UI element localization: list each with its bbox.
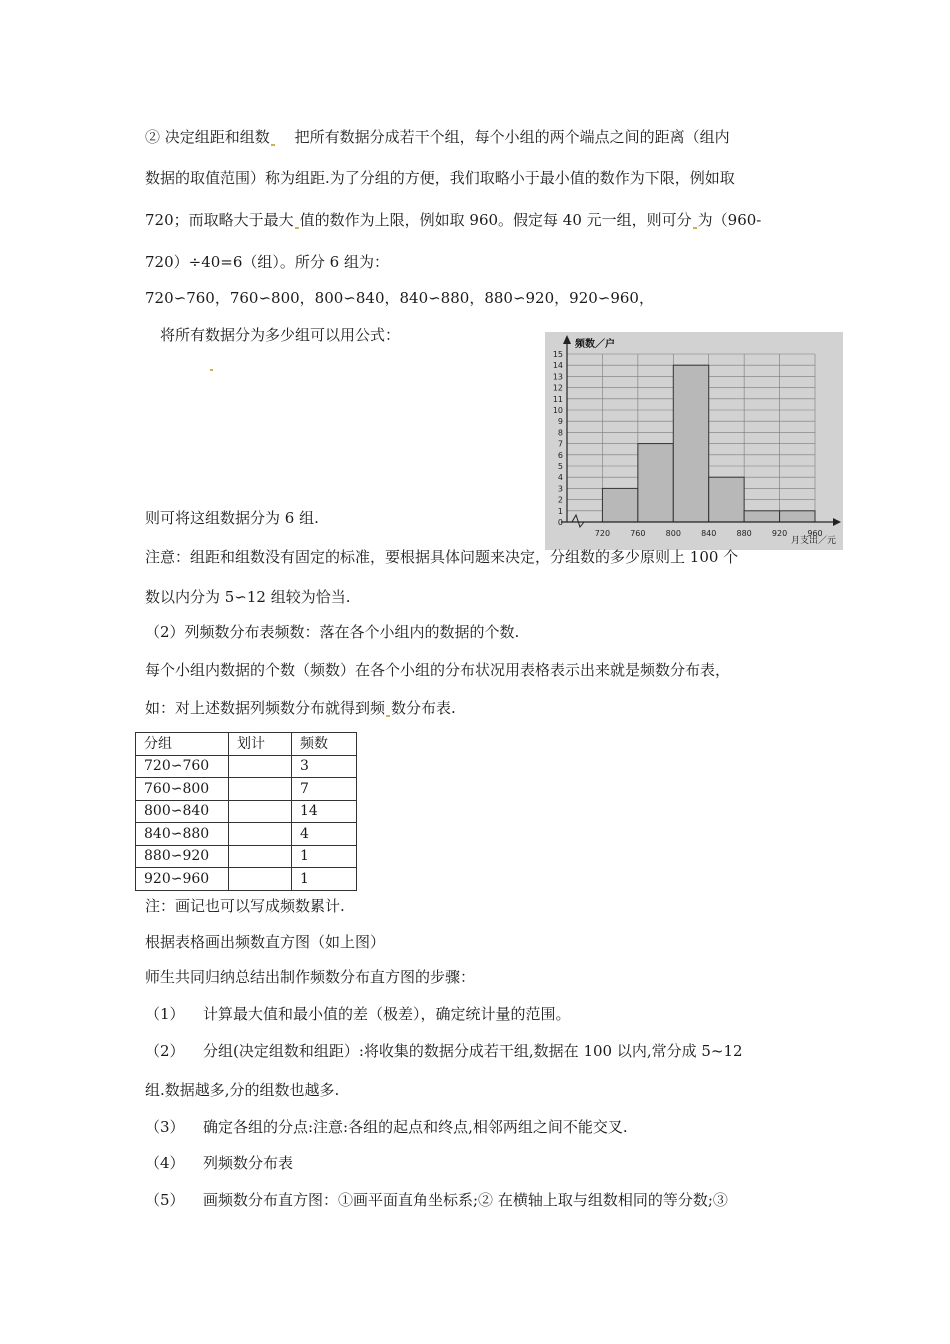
table-cell — [229, 778, 292, 801]
table-cell — [229, 823, 292, 846]
y-tick-label: 10 — [552, 406, 563, 415]
histogram-bar — [744, 511, 779, 522]
table-row — [136, 868, 357, 891]
table-cell — [229, 800, 292, 823]
para-line: 数以内分为 5∽12 组较为恰当. — [145, 588, 351, 606]
histogram-chart — [545, 332, 843, 550]
step-number: （3） — [145, 1118, 185, 1136]
para-line: 根据表格画出频数直方图（如上图） — [145, 933, 386, 951]
step-number: （1） — [145, 1005, 185, 1023]
table-cell: 1 — [292, 845, 357, 868]
step-text: 分组(决定组数和组距）:将收集的数据分成若干组,数据在 100 以内,常分成 5~12 — [203, 1042, 743, 1060]
table-cell: 14 — [292, 800, 357, 823]
y-tick-label: 12 — [552, 383, 563, 393]
table-cell — [229, 755, 292, 778]
x-axis-arrow-icon — [833, 518, 841, 526]
table-cell: 频数 — [292, 733, 357, 756]
table-header-row — [136, 733, 357, 756]
y-tick-label: 14 — [552, 361, 563, 371]
table-cell — [229, 868, 292, 891]
table-row — [136, 778, 357, 801]
step-item — [145, 1117, 628, 1137]
x-tick-label: 920 — [771, 529, 788, 538]
step-continuation: 组.数据越多,分的组数也越多. — [145, 1081, 340, 1099]
y-tick-label: 7 — [557, 439, 563, 449]
highlight-mark — [271, 144, 275, 146]
table-cell: 840∽880 — [136, 823, 229, 846]
para-heading-text: 决定组距和组数 — [164, 128, 270, 146]
y-tick-label: 11 — [552, 394, 563, 404]
table-row — [136, 845, 357, 868]
y-tick-label: 5 — [557, 462, 563, 471]
histogram-figure — [545, 332, 843, 550]
para-line: 每个小组内数据的个数（频数）在各个小组的分布状况用表格表示出来就是频数分布表， — [145, 661, 731, 679]
para-text: 720；而取略大于最大 — [145, 211, 294, 229]
table-cell: 7 — [292, 778, 357, 801]
para-line: 师生共同归纳总结出制作频数分布直方图的步骤： — [145, 968, 476, 986]
y-tick-label: 4 — [557, 473, 563, 483]
axis-break-icon — [572, 515, 584, 527]
table-cell: 分组 — [136, 733, 229, 756]
y-tick-label: 9 — [557, 417, 563, 427]
y-axis-arrow-icon — [563, 335, 571, 344]
table-cell: 4 — [292, 823, 357, 846]
step-text: 列频数分布表 — [203, 1154, 294, 1172]
step-item — [145, 1153, 293, 1173]
para-text: 数分布表. — [391, 699, 456, 717]
para-text: 把所有数据分成若干个组，每个小组的两个端点之间的距离（组内 — [294, 128, 730, 146]
step-text: 画频数分布直方图：①画平面直角坐标系;② 在横轴上取与组数相同的等分数;③ — [203, 1191, 728, 1209]
highlight-mark — [210, 369, 213, 371]
para-decide-interval — [145, 127, 730, 147]
para-line — [145, 698, 456, 718]
para-text: 为（960- — [697, 211, 762, 229]
table-row — [136, 823, 357, 846]
x-tick-label: 960 — [807, 529, 823, 538]
x-tick-label: 880 — [736, 529, 752, 538]
table-row — [136, 755, 357, 778]
x-tick-label: 840 — [701, 529, 717, 538]
step-number: （5） — [145, 1191, 185, 1209]
highlight-mark — [386, 715, 390, 717]
frequency-table — [135, 732, 357, 891]
histogram-bar — [638, 444, 673, 522]
y-tick-label: 8 — [557, 428, 563, 438]
y-axis-label: 频数／户 — [575, 339, 615, 350]
note-line: 注：画记也可以写成频数累计. — [145, 897, 345, 915]
group-list: 720∽760，760∽800，800∽840，840∽880，880∽920，920∽960， — [145, 289, 654, 307]
table-cell: 760∽800 — [136, 778, 229, 801]
highlight-mark — [693, 227, 697, 229]
para-line: 则可将这组数据分为 6 组. — [145, 509, 319, 527]
formula-intro: 将所有数据分为多少组可以用公式： — [160, 326, 401, 344]
step-item — [145, 1041, 743, 1061]
table-cell: 1 — [292, 868, 357, 891]
y-tick-label: 3 — [557, 484, 563, 494]
histogram-bar — [673, 365, 708, 522]
para-line: 数据的取值范围）称为组距.为了分组的方便，我们取略小于最小值的数作为下限，例如取 — [145, 169, 735, 187]
table-cell: 800∽840 — [136, 800, 229, 823]
histogram-bar — [709, 477, 744, 522]
y-tick-label: 0 — [557, 518, 563, 527]
table-cell: 720∽760 — [136, 755, 229, 778]
para-text: 值的数作为上限，例如取 960。假定每 40 元一组，则可分 — [299, 211, 692, 229]
para-line: 720）÷40=6（组）。所分 6 组为： — [145, 253, 389, 271]
step-item — [145, 1190, 728, 1210]
y-tick-label: 1 — [557, 506, 563, 516]
y-tick-label: 13 — [552, 372, 563, 382]
histogram-bar — [780, 511, 815, 522]
table-cell — [229, 845, 292, 868]
step-item — [145, 1004, 571, 1024]
circled-number: ② — [145, 128, 161, 146]
table-row — [136, 800, 357, 823]
para-text: 如：对上述数据列频数分布就得到频 — [145, 699, 386, 717]
para-line — [145, 210, 761, 230]
y-tick-label: 6 — [557, 450, 563, 460]
x-tick-label: 800 — [665, 529, 681, 538]
step-text: 确定各组的分点:注意:各组的起点和终点,相邻两组之间不能交叉. — [203, 1118, 628, 1136]
y-tick-label: 2 — [557, 495, 563, 505]
step-number: （4） — [145, 1154, 185, 1172]
x-tick-label: 760 — [630, 529, 646, 538]
table-cell: 划计 — [229, 733, 292, 756]
x-axis-label: 月支出／元 — [791, 536, 837, 546]
x-tick-label: 720 — [594, 529, 611, 538]
histogram-bar — [602, 488, 637, 522]
table-cell: 920∽960 — [136, 868, 229, 891]
step-text: 计算最大值和最小值的差（极差），确定统计量的范围。 — [203, 1005, 571, 1023]
note-line: 注意：组距和组数没有固定的标准，要根据具体问题来决定，分组数的多少原则上 100 个 — [145, 548, 739, 566]
table-cell: 880∽920 — [136, 845, 229, 868]
step-number: （2） — [145, 1042, 185, 1060]
section-heading: （2）列频数分布表频数：落在各个小组内的数据的个数. — [145, 623, 520, 641]
highlight-mark — [295, 227, 299, 229]
y-tick-label: 15 — [552, 350, 563, 359]
table-cell: 3 — [292, 755, 357, 778]
